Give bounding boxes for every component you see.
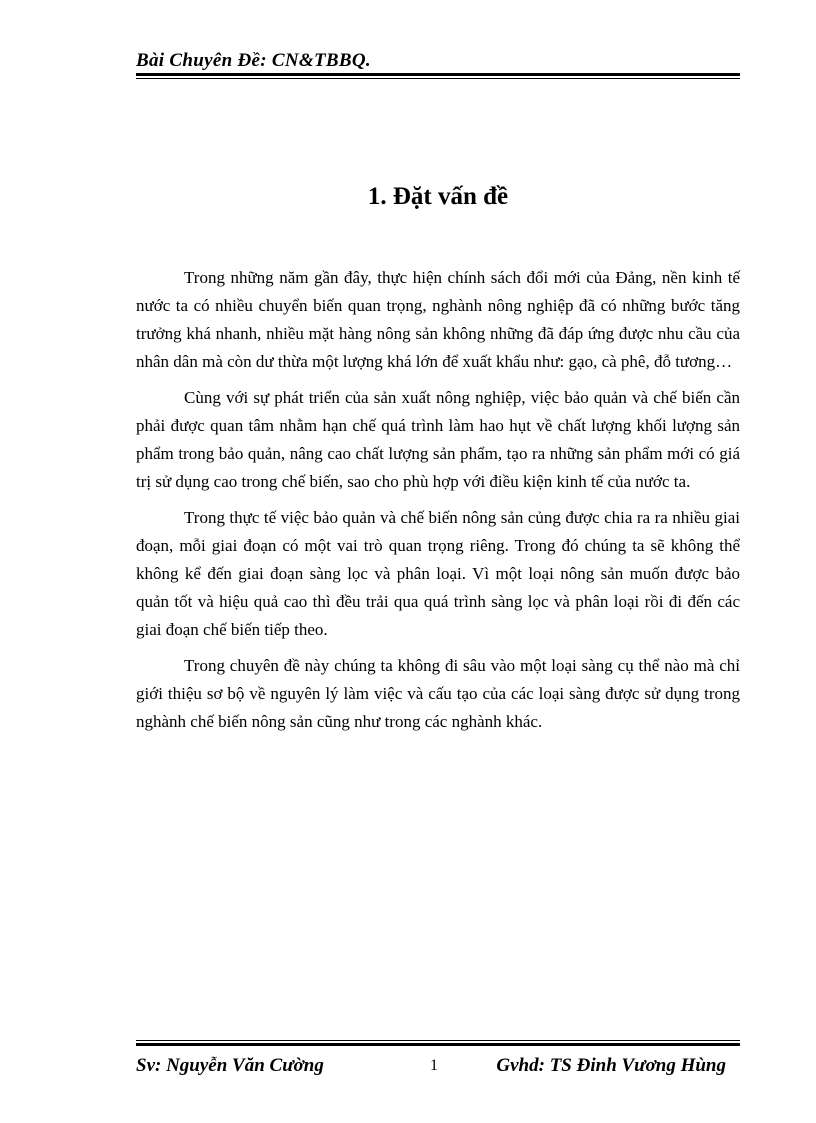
header-rule-thin xyxy=(136,78,740,79)
paragraph-4: Trong chuyên đề này chúng ta không đi sâu vào một loại sàng cụ thể nào mà chỉ giới thiệu sơ bộ về nguyên lý làm việc và cấu tạo của các loại sàng được sử dụng trong nghành chế biến nông sản cũng như trong các nghành khác. xyxy=(136,656,740,731)
footer-rule-thin xyxy=(136,1040,740,1041)
section-heading: 1. Đặt vấn đề xyxy=(367,183,509,210)
page-footer xyxy=(136,1040,740,1080)
paragraph-2: Cùng với sự phát triển của sản xuất nông nghiệp, việc bảo quản và chế biến cần phải được quan tâm nhằm hạn chế quá trình làm hao hụt về chất lượng khối lượng sản phẩm trong bảo quản, nâng cao chất lượng sản phẩm, tạo ra những sản phẩm mới có giá trị sử dụng cao trong chế biến, sao cho phù hợp với điều kiện kinh tế của nước ta. xyxy=(136,388,740,491)
body-text xyxy=(136,264,740,744)
header-rule-thick xyxy=(136,73,740,76)
footer-row xyxy=(136,1052,740,1080)
page-header xyxy=(136,50,740,79)
footer-student: Sv: Nguyễn Văn Cường xyxy=(136,1055,324,1076)
header-title: Bài Chuyên Đề: CN&TBBQ. xyxy=(136,50,371,71)
footer-rule-thick xyxy=(136,1043,740,1046)
paragraph-3: Trong thực tế việc bảo quản và chế biến nông sản củng được chia ra ra nhiều giai đoạn, mỗi giai đoạn có một vai trò quan trọng riêng. Trong đó chúng ta sẽ không thể không kể đến giai đoạn sàng lọc và phân loại. Vì một loại nông sản muốn được bảo quản tốt và hiệu quả cao thì đều trải qua quá trình sàng lọc và phân loại rồi đi đến các giai đoạn chế biến tiếp theo. xyxy=(136,508,740,639)
page-number: 1 xyxy=(430,1057,438,1074)
footer-advisor: Gvhd: TS Đinh Vương Hùng xyxy=(496,1055,726,1076)
paragraph-1: Trong những năm gần đây, thực hiện chính sách đổi mới của Đảng, nền kinh tế nước ta có nhiều chuyển biến quan trọng, nghành nông nghiệp đã có những bước tăng trưởng khá nhanh, nhiều mặt hàng nông sản không những đã đáp ứng được nhu cầu của nhân dân mà còn dư thừa một lượng khá lớn để xuất khẩu như: gạo, cà phê, đỗ tương… xyxy=(136,268,740,371)
